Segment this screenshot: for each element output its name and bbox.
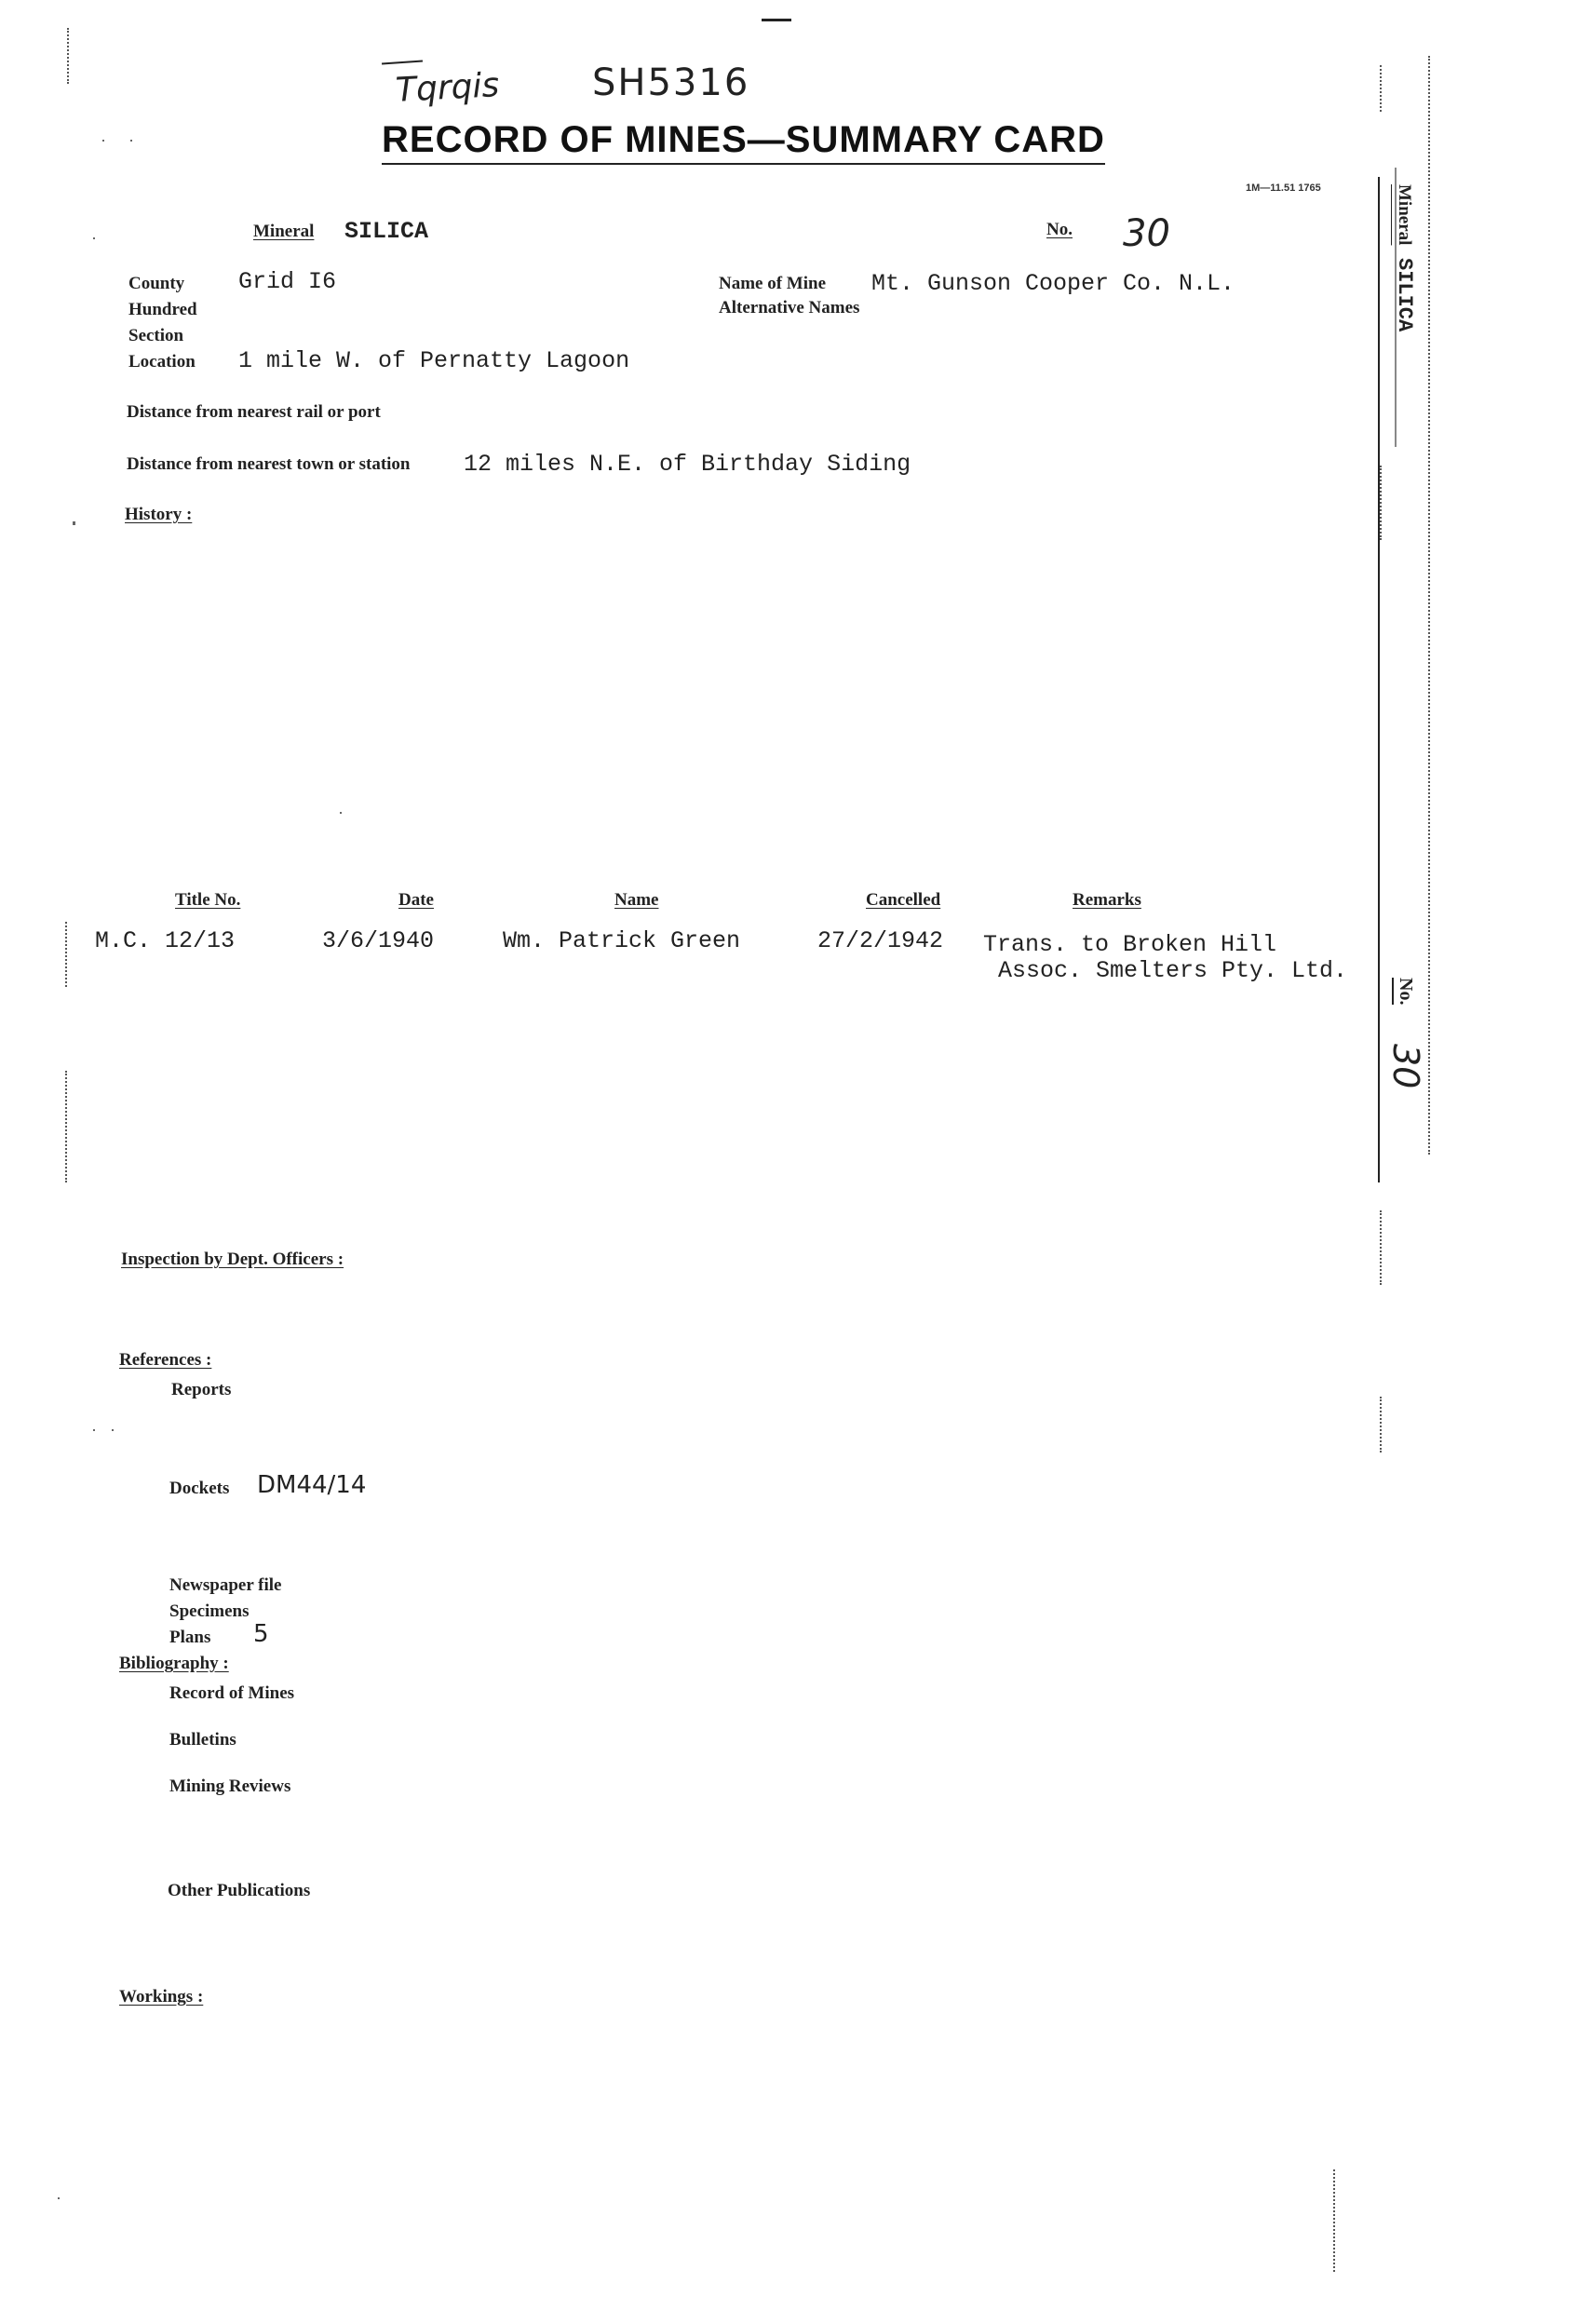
- side-tab-number: [1385, 978, 1426, 1088]
- distance-town-label: Distance from nearest town or station: [127, 454, 411, 474]
- page-title: RECORD OF MINES—SUMMARY CARD: [382, 119, 1105, 165]
- bibliography-label: Bibliography :: [119, 1654, 229, 1673]
- mineral-label: Mineral: [253, 222, 315, 241]
- speck: [130, 140, 132, 142]
- scan-dots-right-top: [1380, 65, 1383, 112]
- side-tab-no-value: 30: [1385, 1043, 1426, 1088]
- county-label: County: [128, 274, 185, 293]
- references-plans-value: 5: [253, 1620, 269, 1648]
- scan-dots-right-3: [1380, 1397, 1383, 1452]
- speck: [112, 1429, 114, 1431]
- speck: [102, 140, 104, 142]
- number-label: No.: [1046, 220, 1073, 239]
- bibliography-record: Record of Mines: [169, 1683, 295, 1703]
- references-specimens: Specimens: [169, 1601, 250, 1621]
- location-value: 1 mile W. of Pernatty Lagoon: [238, 347, 630, 374]
- side-tab-no-label: No.: [1392, 978, 1416, 1005]
- references-dockets-label: Dockets: [169, 1479, 230, 1498]
- mineral-value: SILICA: [344, 218, 429, 245]
- speck: [340, 812, 342, 814]
- references-newspaper: Newspaper file: [169, 1575, 282, 1595]
- scan-dots-bottom-right: [1333, 2169, 1337, 2272]
- table-header-title-no: Title No.: [175, 890, 241, 910]
- side-tab-mineral-value: SILICA: [1393, 257, 1416, 331]
- speck: [93, 237, 95, 239]
- table-header-date: Date: [398, 890, 434, 910]
- table-header-remarks: Remarks: [1073, 890, 1141, 910]
- references-label: References :: [119, 1350, 212, 1370]
- side-tab-mineral-label: Mineral: [1395, 184, 1414, 246]
- speck: [93, 1429, 95, 1431]
- location-label: Location: [128, 352, 196, 372]
- scan-dots-left-top: [67, 28, 71, 84]
- table-header-name: Name: [614, 890, 659, 910]
- scan-mark-top: [762, 19, 791, 21]
- row-remarks-line1: Trans. to Broken Hill: [983, 931, 1277, 958]
- handwritten-ref-left: Tqrqis: [395, 66, 501, 110]
- side-tab-line-left: [1378, 177, 1380, 1182]
- row-cancelled: 27/2/1942: [817, 927, 944, 954]
- hundred-label: Hundred: [128, 300, 197, 319]
- references-dockets-value: DM44/14: [257, 1471, 367, 1499]
- speck: [73, 521, 75, 525]
- bibliography-reviews: Mining Reviews: [169, 1777, 291, 1796]
- handwritten-ref-left-stroke: [382, 60, 423, 64]
- table-header-cancelled: Cancelled: [866, 890, 941, 910]
- references-reports: Reports: [171, 1380, 232, 1399]
- row-title-no: M.C. 12/13: [95, 927, 236, 954]
- side-tab-line-right: [1428, 56, 1432, 1155]
- inspection-label: Inspection by Dept. Officers :: [121, 1250, 344, 1269]
- side-tab-mineral: [1393, 184, 1416, 331]
- scan-dots-right-1: [1380, 466, 1383, 540]
- mine-name-value: Mt. Gunson Cooper Co. N.L.: [871, 270, 1235, 297]
- row-date: 3/6/1940: [322, 927, 435, 954]
- scan-dots-right-2: [1380, 1210, 1383, 1285]
- row-name: Wm. Patrick Green: [503, 927, 741, 954]
- number-value: 30: [1123, 212, 1170, 255]
- county-value: Grid I6: [238, 268, 337, 295]
- distance-town-value: 12 miles N.E. of Birthday Siding: [464, 451, 911, 478]
- scan-dots-left-low: [65, 1071, 69, 1182]
- form-code: 1M—11.51 1765: [1246, 182, 1321, 194]
- workings-label: Workings :: [119, 1987, 204, 2006]
- alternative-names-label: Alternative Names: [719, 298, 860, 318]
- handwritten-ref-right: SH5316: [592, 61, 750, 104]
- references-plans-label: Plans: [169, 1628, 211, 1647]
- section-label: Section: [128, 326, 184, 345]
- speck: [58, 2197, 60, 2199]
- bibliography-bulletins: Bulletins: [169, 1730, 236, 1750]
- mine-name-label: Name of Mine: [719, 274, 827, 293]
- distance-rail-label: Distance from nearest rail or port: [127, 402, 381, 422]
- scan-dots-left-mid: [65, 922, 69, 987]
- bibliography-other: Other Publications: [168, 1881, 311, 1900]
- history-label: History :: [125, 505, 193, 524]
- row-remarks-line2: Assoc. Smelters Pty. Ltd.: [998, 957, 1348, 984]
